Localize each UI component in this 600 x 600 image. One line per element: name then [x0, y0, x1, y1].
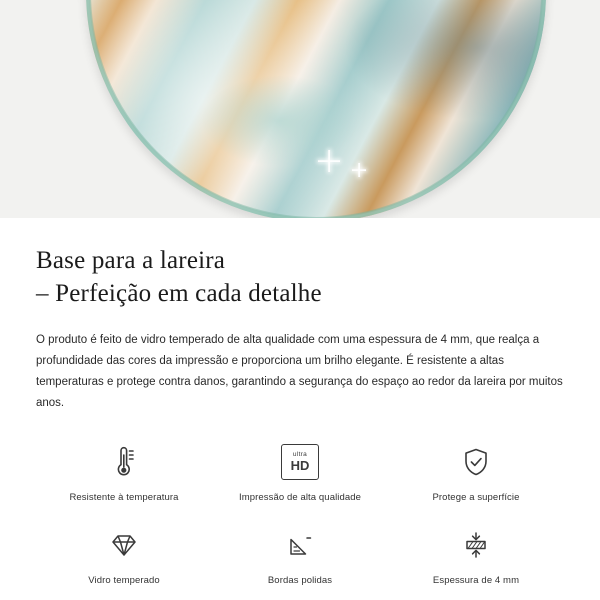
feature-item-polished-edges	[212, 523, 388, 586]
ultra-hd-icon	[281, 440, 319, 484]
feature-item-print-quality	[212, 440, 388, 503]
page-title	[36, 244, 564, 310]
feature-label: Resistente à temperatura	[69, 492, 179, 503]
feature-item-surface-protection	[388, 440, 564, 503]
headline-line-2: – Perfeição em cada detalhe	[36, 280, 322, 307]
ultra-hd-badge-bottom: HD	[290, 458, 310, 474]
headline-line-1: Base para a lareira	[36, 247, 226, 274]
feature-label: Protege a superfície	[432, 492, 520, 503]
description-paragraph: O produto é feito de vidro temperado de alta qualidade com uma espessura de 4 mm, que realça a profundidade das cores da impressão e proporciona um brilho elegante. É resistente a altas temperaturas e protege contra danos, garantindo a segurança do espaço ao redor da lareira por muitos anos.	[36, 334, 563, 409]
ultra-hd-badge-top: ultra	[292, 450, 308, 458]
content-area	[0, 244, 600, 586]
shield-check-icon	[456, 440, 496, 484]
feature-label: Vidro temperado	[88, 575, 160, 586]
thickness-arrows-icon	[456, 523, 496, 567]
hero-image	[0, 0, 600, 218]
feature-item-temperature	[36, 440, 212, 503]
thermometer-icon	[104, 440, 144, 484]
diamond-icon	[104, 523, 144, 567]
feature-label: Impressão de alta qualidade	[238, 492, 362, 503]
feature-item-tempered-glass	[36, 523, 212, 586]
feature-grid	[36, 440, 564, 586]
hero-image-frame	[0, 0, 600, 218]
feature-label: Espessura de 4 mm	[432, 575, 520, 586]
feature-label: Bordas polidas	[267, 575, 333, 586]
glass-plate-graphic	[86, 0, 546, 218]
feature-item-thickness	[388, 523, 564, 586]
polished-edges-icon	[280, 523, 320, 567]
